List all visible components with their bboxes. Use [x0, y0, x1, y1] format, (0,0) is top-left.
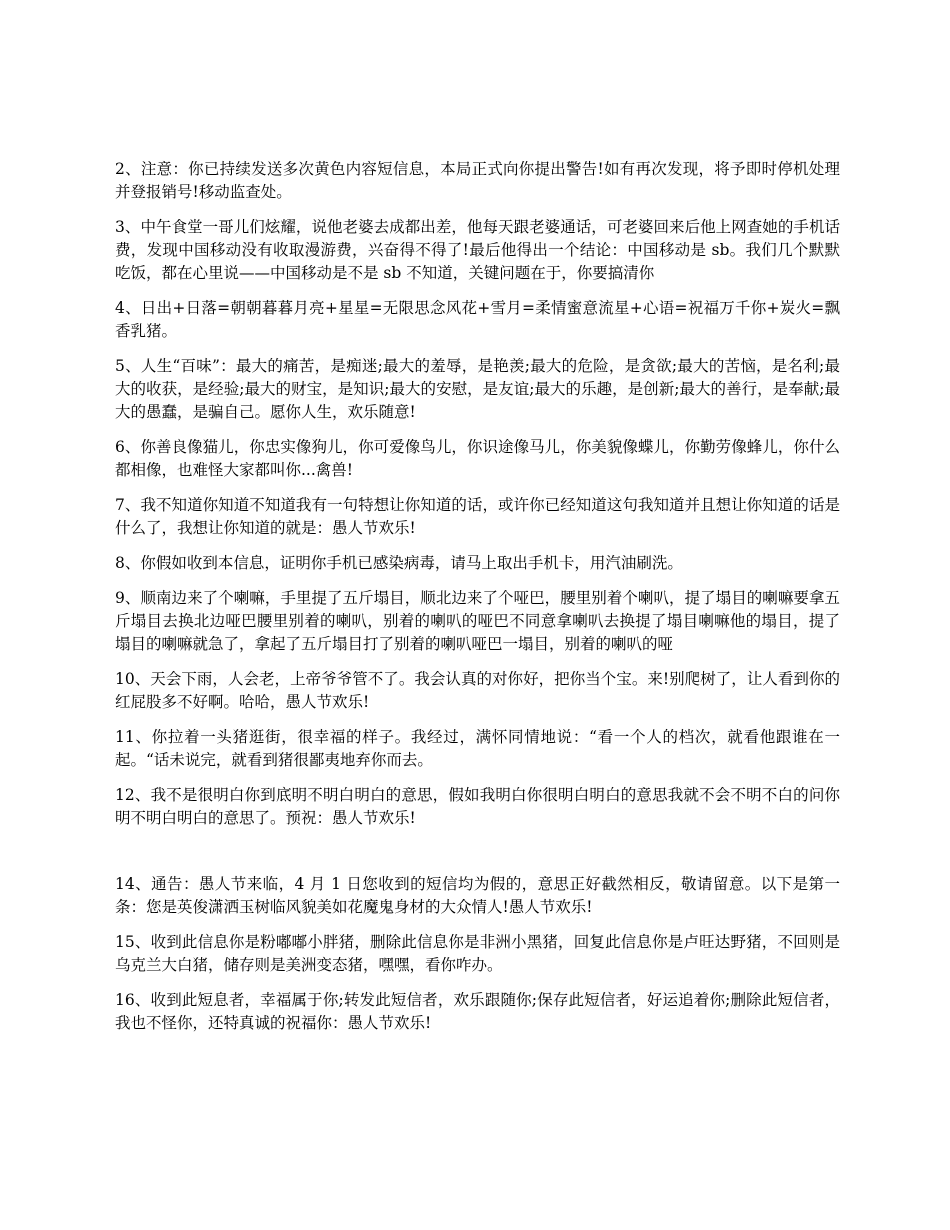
paragraph-9: 9、顺南边来了个喇嘛，手里提了五斤塌目，顺北边来了个哑巴，腰里别着个喇叭，提了塌目的喇嘛要拿五斤塌目去换北边哑巴腰里别着的喇叭，别着的喇叭的哑巴不同意拿喇叭去换提了塌目喇嘛他的塌目，提了塌目的喇嘛就急了，拿起了五斤塌目打了别着的喇叭哑巴一塌目，别着的喇叭的哑	[115, 589, 840, 653]
paragraph-12: 12、我不是很明白你到底明不明白明白的意思，假如我明白你很明白明白的意思我就不会不明不白的问你明不明白明白的意思了。预祝：愚人节欢乐!	[115, 786, 840, 827]
paragraph-11: 11、你拉着一头猪逛街，很幸福的样子。我经过，满怀同情地说：“看一个人的档次，就看他跟谁在一起。“话未说完，就看到猪很鄙夷地弃你而去。	[115, 728, 840, 769]
paragraph-6: 6、你善良像猫儿，你忠实像狗儿，你可爱像鸟儿，你识途像马儿，你美貌像蝶儿，你勤劳像蜂儿，你什么都相像，也难怪大家都叫你...禽兽!	[115, 438, 840, 479]
paragraph-2: 2、注意：你已持续发送多次黄色内容短信息，本局正式向你提出警告!如有再次发现，将予即时停机处理并登报销号!移动监查处。	[115, 160, 840, 201]
blank-gap	[115, 842, 840, 873]
document-page	[115, 158, 840, 1047]
paragraph-7: 7、我不知道你知道不知道我有一句特想让你知道的话，或许你已经知道这句我知道并且想让你知道的话是什么了，我想让你知道的就是：愚人节欢乐!	[115, 496, 840, 537]
paragraph-15: 15、收到此信息你是粉嘟嘟小胖猪，删除此信息你是非洲小黑猪，回复此信息你是卢旺达野猪，不回则是乌克兰大白猪，储存则是美洲变态猪，嘿嘿，看你咋办。	[115, 933, 840, 974]
paragraph-4: 4、日出+日落=朝朝暮暮月亮+星星=无限思念风花+雪月=柔情蜜意流星+心语=祝福万千你+炭火=飘香乳猪。	[115, 299, 840, 340]
paragraph-14: 14、通告：愚人节来临，4 月 1 日您收到的短信均为假的，意思正好截然相反，敬请留意。以下是第一条：您是英俊潇洒玉树临风貌美如花魔鬼身材的大众情人!愚人节欢乐!	[115, 875, 840, 916]
paragraph-5: 5、人生“百味”：最大的痛苦，是痴迷;最大的羞辱，是艳羡;最大的危险，是贪欲;最大的苦恼，是名利;最大的收获，是经验;最大的财宝，是知识;最大的安慰，是友谊;最大的乐趣，是创新;最大的善行，是奉献;最大的愚蠢，是骗自己。愿你人生，欢乐随意!	[115, 357, 840, 421]
paragraph-10: 10、天会下雨，人会老，上帝爷爷管不了。我会认真的对你好，把你当个宝。来!别爬树了，让人看到你的红屁股多不好啊。哈哈，愚人节欢乐!	[115, 670, 840, 711]
paragraph-16: 16、收到此短息者，幸福属于你;转发此短信者，欢乐跟随你;保存此短信者，好运追着你;删除此短信者，我也不怪你，还特真诚的祝福你：愚人节欢乐!	[115, 991, 840, 1032]
paragraph-3: 3、中午食堂一哥儿们炫耀，说他老婆去成都出差，他每天跟老婆通话，可老婆回来后他上网查她的手机话费，发现中国移动没有收取漫游费，兴奋得不得了!最后他得出一个结论：中国移动是 sb。我们几个默默吃饭，都在心里说——中国移动是不是 sb 不知道，关键问题在于，你要搞清你	[115, 218, 840, 282]
paragraph-8: 8、你假如收到本信息，证明你手机已感染病毒，请马上取出手机卡，用汽油刷洗。	[115, 554, 683, 572]
